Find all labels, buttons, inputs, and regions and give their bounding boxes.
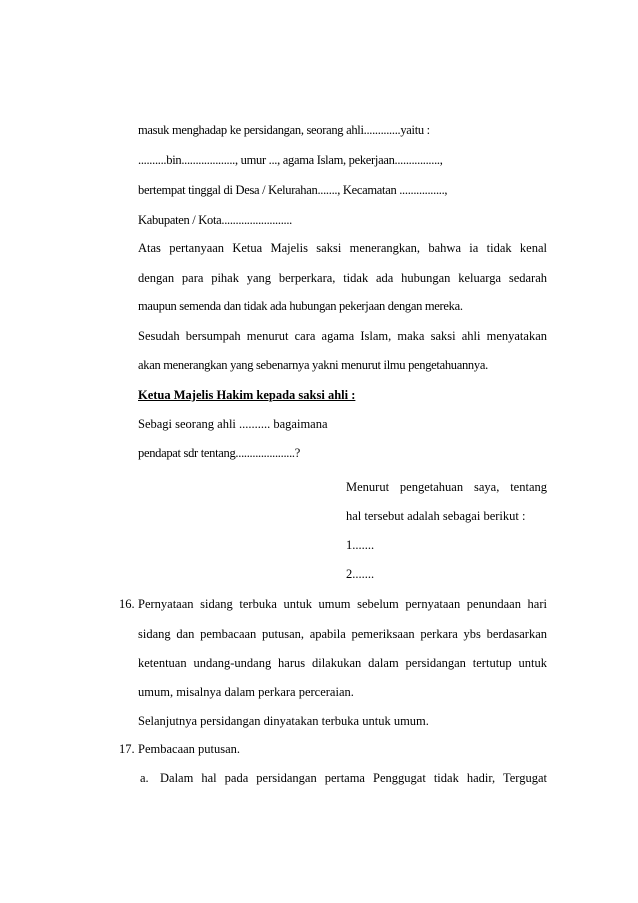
item-number: 16. [119,597,135,611]
answer-line: 2....... [346,567,375,581]
item-number: 17. [119,742,135,756]
text-line: Sebagi seorang ahli .......... bagaimana [138,417,328,431]
answer-line: Menurut pengetahuan saya, tentang [346,480,547,494]
text-line: ..........bin..................., umur ..., agama Islam, pekerjaan................, [138,153,443,167]
text-line: masuk menghadap ke persidangan, seorang ahli.............yaitu : [138,123,430,137]
text-line: sidang dan pembacaan putusan, apabila pemeriksaan perkara ybs berdasarkan [138,627,547,641]
text-line: maupun semenda dan tidak ada hubungan pekerjaan dengan mereka. [138,299,463,313]
text-line: Selanjutnya persidangan dinyatakan terbuka untuk umum. [138,714,429,728]
text-line: umum, misalnya dalam perkara perceraian. [138,685,354,699]
text-line: Atas pertanyaan Ketua Majelis saksi menerangkan, bahwa ia tidak kenal [138,241,547,255]
text-line: Kabupaten / Kota......................... [138,213,292,227]
answer-line: hal tersebut adalah sebagai berikut : [346,509,526,523]
text-line: Pernyataan sidang terbuka untuk umum sebelum pernyataan penundaan hari [138,597,547,611]
text-line: bertempat tinggal di Desa / Kelurahan......., Kecamatan ................, [138,183,448,197]
text-line: pendapat sdr tentang.....................? [138,446,301,460]
text-line: Pembacaan putusan. [138,742,241,756]
answer-line: 1....... [346,538,375,552]
text-line: akan menerangkan yang sebenarnya yakni menurut ilmu pengetahuannya. [138,358,488,372]
text-line: Dalam hal pada persidangan pertama Penggugat tidak hadir, Tergugat [160,771,547,785]
section-heading: Ketua Majelis Hakim kepada saksi ahli : [138,388,356,402]
text-line: ketentuan undang-undang harus dilakukan dalam persidangan tertutup untuk [138,656,547,670]
text-line: dengan para pihak yang berperkara, tidak ada hubungan keluarga sedarah [138,271,547,285]
text-line: Sesudah bersumpah menurut cara agama Islam, maka saksi ahli menyatakan [138,329,547,343]
item-letter: a. [140,771,149,785]
